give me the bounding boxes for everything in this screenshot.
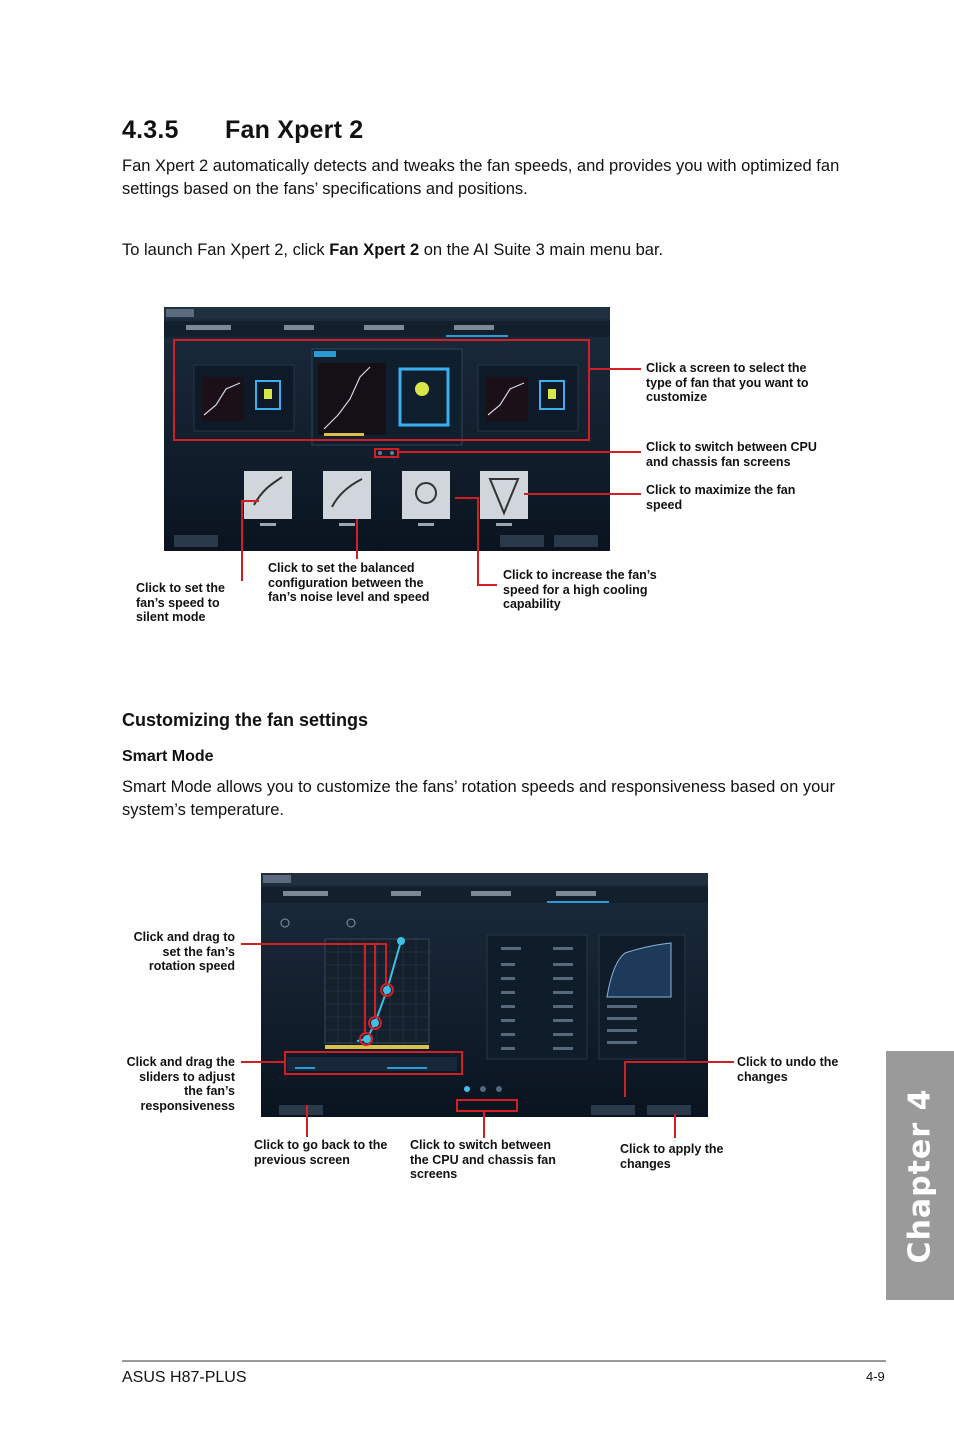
leader-line xyxy=(399,451,641,453)
leader-line xyxy=(364,943,366,1034)
launch-bold: Fan Xpert 2 xyxy=(329,241,420,259)
leader-line xyxy=(477,584,497,586)
callout-back: Click to go back to the previous screen xyxy=(254,1138,388,1167)
drag-point-highlight xyxy=(368,1016,382,1030)
leader-line xyxy=(241,500,259,502)
leader-line xyxy=(624,1061,734,1063)
smart-mode-heading: Smart Mode xyxy=(122,748,214,765)
smart-mode-screenshot xyxy=(261,873,708,1117)
launch-prefix: To launch Fan Xpert 2, click xyxy=(122,241,330,259)
callout-drag-sliders: Click and drag the sliders to adjust the fan’s responsiveness xyxy=(126,1055,235,1113)
leader-line xyxy=(590,368,641,370)
callout-maximize: Click to maximize the fan speed xyxy=(646,483,796,512)
switch-dots-highlight xyxy=(456,1099,518,1112)
screen-switch-dots-highlight xyxy=(374,448,399,458)
leader-line xyxy=(241,500,243,581)
leader-line xyxy=(374,943,376,1018)
footer-page-number: 4-9 xyxy=(866,1369,885,1384)
customizing-heading: Customizing the fan settings xyxy=(122,710,369,730)
drag-point-highlight xyxy=(359,1032,373,1046)
leader-line xyxy=(356,519,358,559)
leader-line xyxy=(241,1061,285,1063)
callout-turbo: Click to increase the fan’s speed for a high cooling capability xyxy=(503,568,657,611)
leader-line xyxy=(674,1114,676,1138)
fan-screens-highlight xyxy=(173,339,590,441)
chapter-tab-label: Chapter 4 xyxy=(902,1088,938,1263)
callout-undo: Click to undo the changes xyxy=(737,1055,839,1084)
leader-line xyxy=(385,943,387,985)
launch-paragraph xyxy=(122,239,842,262)
section-title: Fan Xpert 2 xyxy=(225,116,364,144)
leader-line xyxy=(483,1112,485,1138)
chapter-tab xyxy=(886,1051,954,1300)
callout-silent: Click to set the fan’s speed to silent mode xyxy=(136,581,225,624)
callout-apply: Click to apply the changes xyxy=(620,1142,724,1171)
leader-line xyxy=(624,1061,626,1097)
leader-line xyxy=(455,497,479,499)
footer-divider xyxy=(122,1360,886,1362)
callout-switch-screens: Click to switch between CPU and chassis fan screens xyxy=(646,440,817,469)
drag-point-highlight xyxy=(380,983,394,997)
sliders-highlight xyxy=(284,1051,463,1075)
leader-line xyxy=(477,497,479,585)
section-number: 4.3.5 xyxy=(122,116,179,144)
launch-suffix: on the AI Suite 3 main menu bar. xyxy=(419,241,664,259)
leader-line xyxy=(306,1105,308,1137)
smart-mode-ui xyxy=(261,873,708,1117)
callout-balanced: Click to set the balanced configuration between the fan’s noise level and speed xyxy=(268,561,430,604)
callout-switch: Click to switch between the CPU and chassis fan screens xyxy=(410,1138,556,1181)
callout-drag-points: Click and drag to set the fan’s rotation speed xyxy=(133,930,235,973)
callout-select-screen: Click a screen to select the type of fan that you want to customize xyxy=(646,361,809,404)
leader-line xyxy=(524,493,641,495)
smart-mode-paragraph: Smart Mode allows you to customize the fans’ rotation speeds and responsiveness based on your system’s temperature. xyxy=(122,778,835,819)
intro-paragraph: Fan Xpert 2 automatically detects and tweaks the fan speeds, and provides you with optimized fan settings based on the fans’ specifications and positions. xyxy=(122,157,840,198)
section-heading xyxy=(122,116,363,145)
footer-product: ASUS H87-PLUS xyxy=(122,1369,247,1386)
